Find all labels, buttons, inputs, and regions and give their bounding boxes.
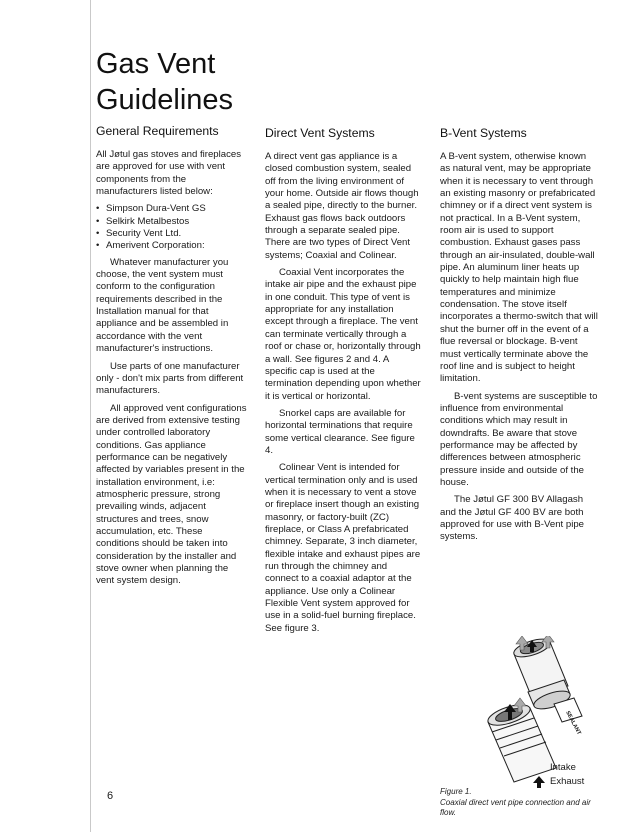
general-paragraph: Use parts of one manufacturer only - don't mix parts from different manufacturers. <box>96 360 244 397</box>
direct-vent-column <box>265 126 423 640</box>
direct-vent-paragraph: Coaxial Vent incorporates the intake air pipe and the exhaust pipe in one conduit. This type of vent is appropriate for any installation except through a fireplace. The vent can terminate vertically through a roof or chase or, horizontally through a wall. See figures 2 and 4. A specific cap is used at the termination depending upon whether it is vertical or horizontal. <box>265 267 421 402</box>
direct-vent-paragraph: Snorkel caps are available for horizontal terminations that require some vertical clearance. See figure 4. <box>265 407 415 456</box>
list-item: • Simpson Dura-Vent GS <box>96 203 248 215</box>
b-vent-paragraph: A B-vent system, otherwise known as natural vent, may be appropriate when it is necessary to vent through an existing masonry or prefabricated chimney or if a direct vent system is not practical. In a B-Vent system, room air is used to support combustion. Exhaust gases pass through an air-insulated, double-wall pipe. An aluminum liner heats up quickly to help maintain high flue temperatures and minimize condensation. The stove itself incorporates a thermo-switch that will shut the burner off in the event of a flue reversal or blockage. B-vent must vertically terminate above the roof line and is subject to height limitation. <box>440 151 598 385</box>
page-title: Gas Vent Guidelines <box>96 48 234 116</box>
legend-intake: Intake <box>550 762 576 773</box>
sealant-label: SEALANT <box>564 710 582 736</box>
direct-vent-paragraph: Colinear Vent is intended for vertical termination only and is used when it is necessary to vent a stove or fireplace insert though an existing masonry, or factory-built (ZC) fireplace, or Class A prefabricated chimney. Separate, 3 inch diameter, flexible intake and exhaust pipes are run through the chimney and connect to a coaxial adaptor at the appliance. Use only a Colinear Flexible Vent system approved for use in a solid-fuel burning fireplace. See figure 3. <box>265 462 421 634</box>
b-vent-heading: B-Vent Systems <box>440 126 527 140</box>
general-paragraph: All approved vent configurations are derived from extensive testing under controlled laboratory conditions. Gas appliance performance can be negatively affected by variables present in the installation environment, i.e: atmospheric pressure, strong prevailing winds, adjacent structures and trees, snow accumulation, etc. These conditions should be taken into consideration by the installer and stove owner when planning the vent system design. <box>96 402 247 587</box>
figure-caption <box>440 787 605 819</box>
margin-rule <box>90 0 91 832</box>
b-vent-column <box>440 126 598 549</box>
general-paragraph: Whatever manufacturer you choose, the vent system must conform to the configuration requirements described in the Installation manual for that appliance and be assembled in accordance with the vent manufacturer's instructions. <box>96 256 229 355</box>
caption-text: Coaxial direct vent pipe connection and air flow. <box>440 797 591 817</box>
general-requirements-column <box>96 124 248 593</box>
list-item: • Amerivent Corporation: <box>96 240 248 252</box>
legend-exhaust: Exhaust <box>550 776 585 787</box>
b-vent-paragraph: B-vent systems are susceptible to influence from environmental conditions which may result in downdrafts. Be aware that stove performance may be affected by differences between atmospheric pressure inside and outside of the house. <box>440 390 598 488</box>
direct-vent-paragraph: A direct vent gas appliance is a closed combustion system, sealed off from the living environment of your home. Outside air flows though a sealed pipe, directly to the burner. Exhaust gas flows back outdoors through a separate sealed pipe. There are two types of Direct Vent systems; Coaxial and Colinear. <box>265 151 419 261</box>
coaxial-pipe-figure <box>470 636 602 784</box>
page-number: 6 <box>107 790 114 802</box>
b-vent-paragraph: The Jøtul GF 300 BV Allagash and the Jøtul GF 400 BV are both approved for use with B-Vent pipe systems. <box>440 494 584 543</box>
caption-label: Figure 1. <box>440 787 472 796</box>
general-requirements-heading: General Requirements <box>96 124 219 138</box>
direct-vent-heading: Direct Vent Systems <box>265 126 375 140</box>
list-item: • Selkirk Metalbestos <box>96 216 248 228</box>
list-item: • Security Vent Ltd. <box>96 228 248 240</box>
manufacturer-list <box>96 203 248 252</box>
general-intro: All Jøtul gas stoves and fireplaces are approved for use with vent components from the manufacturers listed below: <box>96 149 242 198</box>
